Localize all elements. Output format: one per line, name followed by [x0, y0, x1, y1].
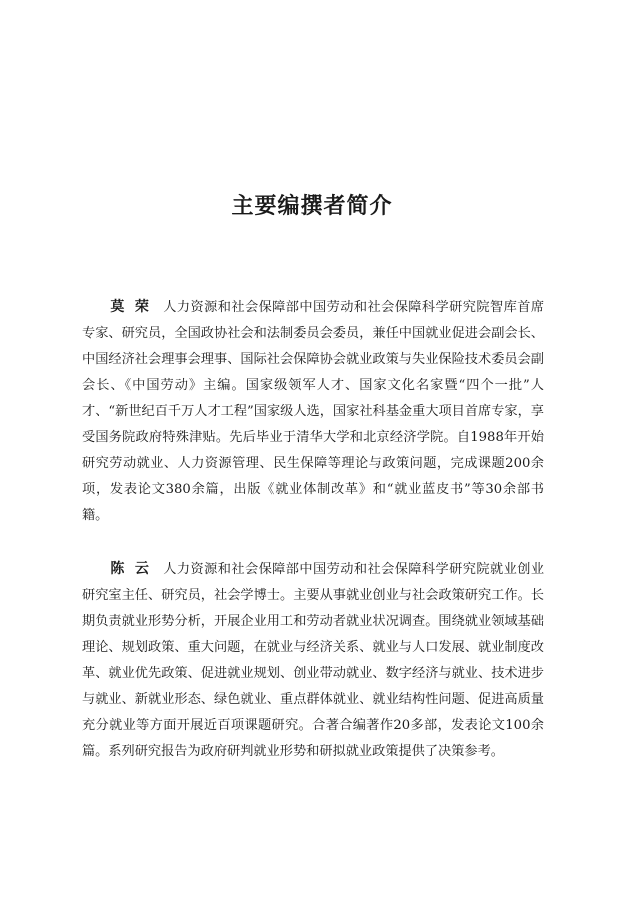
page-title: 主要编撰者简介 [231, 193, 393, 219]
author-bio-mo-rong [82, 294, 544, 529]
author-name: 陈云 [110, 561, 160, 577]
author-bio-chen-yun [82, 556, 544, 765]
author-name: 莫荣 [110, 299, 160, 315]
author-bio-text: 人力资源和社会保障部中国劳动和社会保障科学研究院智库首席专家、研究员，全国政协社会和法制委员会委员，兼任中国就业促进会副会长、中国经济社会理事会理事、国际社会保障协会就业政策与失业保险技术委员会副会长、《中国劳动》主编。国家级领军人才、国家文化名家暨“四个一批”人才、“新世纪百千万人才工程”国家级人选，国家社科基金重大项目首席专家，享受国务院政府特殊津贴。先后毕业于清华大学和北京经济学院。自1988年开始研究劳动就业、人力资源管理、民生保障等理论与政策问题，完成课题200余项，发表论文380余篇，出版《就业体制改革》和“就业蓝皮书”等30余部书籍。 [82, 300, 545, 523]
author-bio-text: 人力资源和社会保障部中国劳动和社会保障科学研究院就业创业研究室主任、研究员，社会学博士。主要从事就业创业与社会政策研究工作。长期负责就业形势分析，开展企业用工和劳动者就业状况调查。围绕就业领域基础理论、规划政策、重大问题，在就业与经济关系、就业与人口发展、就业制度改革、就业优先政策、促进就业规划、创业带动就业、数字经济与就业、技术进步与就业、新就业形态、绿色就业、重点群体就业、就业结构性问题、促进高质量充分就业等方面开展近百项课题研究。合著合编著作20多部，发表论文100余篇。系列研究报告为政府研判就业形势和研拟就业政策提供了决策参考。 [82, 562, 545, 759]
